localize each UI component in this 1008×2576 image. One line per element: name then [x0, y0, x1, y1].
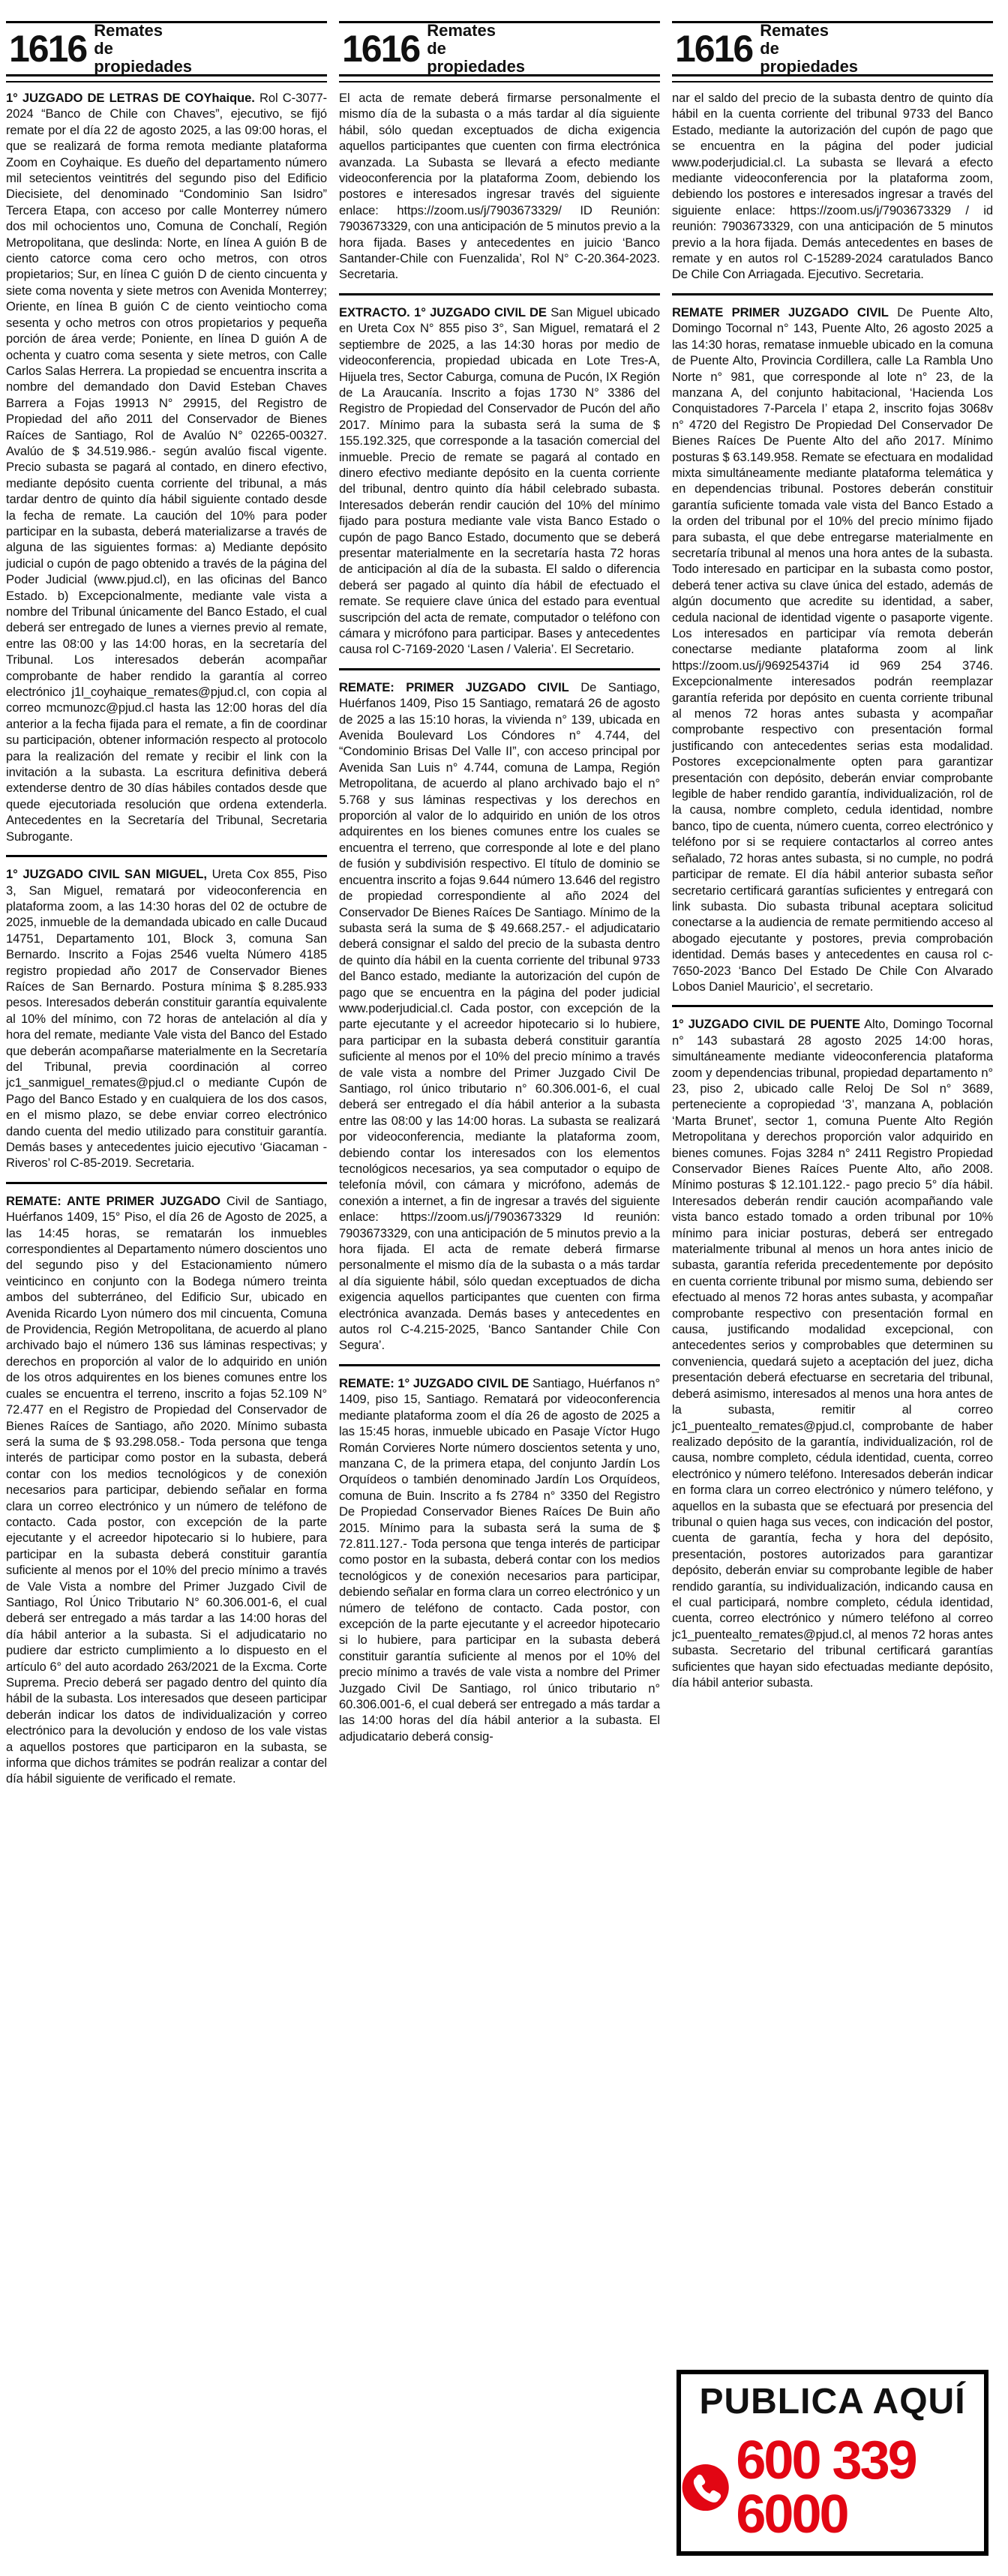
notice-text: nar el saldo del precio de la subasta dentro de quinto día hábil en la cuenta corriente del tribunal 9733 del Banco Estado, mediante la autorización del cupón de pago que se encuentra en la página del poder judicial www.poderjudicial.cl. La subasta se llevará a efecto mediante videoconferencia por la plataforma zoom, debiendo los postores e interesados ingresar a través del siguiente enlace: https://zoom.us/j/7903673329 / id reunión: 7903673329, con una anticipación de 5 minutos previo a la hora fijada. Demás antecedentes en bases de remate y en autos rol C-15289-2024 caratulados Banco De Chile Con Arriagada. Ejecutivo. Secretaria. — [672, 91, 993, 282]
section-header — [339, 21, 660, 76]
notice-title: REMATE: ANTE PRIMER JUZGADO — [6, 1193, 220, 1208]
notice-text: Ureta Cox 855, Piso 3, San Miguel, rematará por videoconferencia en plataforma zoom, a las 14:30 horas del 02 de octubre de 2025, inmueble de la demandada ubicado en calle Ducaud 14751, Departamento 101, Block 3, comuna San Bernardo. Inscrito a Fojas 2546 vuelta Número 4185 registro propiedad año 2017 de Conservador Bienes Raíces de San Bernardo. Postura mínima $ 8.285.933 pesos. Interesados deberán constituir garantía equivalente al 10% del mínimo, con 72 horas de antelación al día y hora del remate, mediante Vale vista del Banco del Estado que deberán acompañarse materialmente en la Secretaría del Tribunal, previa coordinación al correo jc1_sanmiguel_remates@pjud.cl o mediante Cupón de Pago del Banco Estado y en cualquiera de los dos casos, en el mismo plazo, se debe enviar correo electrónico dando cuenta del medio utilizado para constituir garantía. Demás bases y antecedentes juicio ejecutivo ‘Giacaman - Riveros’ rol C-85-2019. Secretaria. — [6, 867, 328, 1171]
column-1 — [6, 21, 327, 1787]
notice — [6, 90, 327, 844]
notice-text: San Miguel ubicado en Ureta Cox N° 855 piso 3°, San Miguel, rematará el 2 septiembre de 2025, a las 14:30 horas por medio de videoconferencia, propiedad ubicada en Lote Tres-A, Hijuela tres, Sector Caburga, comuna de Pucón, IX Región de La Araucanía. Inscrito a fojas 1730 N° 3386 del Registro de Propiedad del Conservador de Pucón del año 2017. Mínimo para la subasta será la suma de $ 155.192.325, que corresponde a la tasación comercial del inmueble. Precio de remate se pagará al contado en dinero efectivo mediante depósito en la cuenta corriente del tribunal, dentro quinto día hábil celebrado subasta. Interesados deberán rendir caución del 10% del mínimo fijado para postura mediante vale vista Banco Estado o cupón de pago Banco Estado, documento que se deberá presentar materialmente en la secretaría hasta 72 horas de anticipación al día de la subasta. El saldo o diferencia deberá ser pagado al quinto día hábil de efectuado el remate. Se requiere clave única del estado para eventual suscripción del acta de remate, computador o teléfono con cámara y micrófono para participar. Bases y antecedentes causa rol C-7169-2020 ‘Lasen / Valeria’. El Secretario. — [339, 304, 660, 657]
ad-phone-row — [681, 2431, 984, 2545]
notice-separator — [339, 668, 660, 670]
notice — [672, 1016, 993, 1690]
notice-text: Civil de Santiago, Huérfanos 1409, 15° Piso, el día 26 de Agosto de 2025, a las 14:45 horas, se rematarán los inmuebles correspondientes al Departamento número doscientos uno del segundo piso y del Estacionamiento número veinticinco en conjunto con la Bodega número treinta ambos del subterráneo, del Edificio Sur, ubicado en Avenida Ricardo Lyon número dos mil cincuenta, Comuna de Providencia, Región Metropolitana, de acuerdo al plano archivado bajo el número 136 sus láminas respectivas; y derechos en proporción al valor de lo adquirido en unión de los otros adquirentes en los bienes comunes entre los cuales se encuentra el terreno, inscrito a fojas 52.109 N° 72.477 en el Registro de Propiedad del Conservador de Bienes Raíces de Santiago, año 2020. Mínimo subasta será la suma de $ 93.298.058.- Toda persona que tenga interés de participar como postor en la subasta, deberá contar con los medios tecnológicos y de conexión necesarios para participar, debiendo señalar en forma clara un correo electrónico y un número de teléfono de contacto. Cada postor, con excepción de la parte ejecutante y el acreedor hipotecario si lo hubiere, para participar en la subasta deberá constituir garantía suficiente al menos por el 10% del precio mínimo a través de Vale Vista a nombre del Primer Juzgado Civil de Santiago, Rol Único Tributario N° 60.306.001-6, el cual deberá ser entregado a más tardar a las 14:00 horas del día hábil anterior a la subasta. Si el adjudicatario no pudiere dar estricto cumplimiento a lo dispuesto en el artículo 6° del auto acordado 263/2021 de la Excma. Corte Suprema. Precio deberá ser pagado dentro del quinto día hábil de la subasta. Los interesados que deseen participar deberán indicar los datos de individualización y correo electrónico para la devolución y endoso de los vale vistas a aquellos postores que participaron en la subasta, se informa que dichos trámites se podrán realizar a contar del día hábil siguiente de verificado el remate. — [6, 1193, 327, 1786]
notice-text: Alto, Domingo Tocornal n° 143 subastará 28 agosto 2025 14:00 horas, simultáneamente mediante videoconferencia plataforma zoom y dependencias tribunal, propiedad departamento n° 23, piso 2, ubicado calle Reloj De Sol n° 3689, perteneciente a copropiedad ‘3’, manzana A, población ‘Marta Brunet’, sector 1, comuna Puente Alto Región Metropolitana y derechos proporción valor adquirido en bienes comunes. Fojas 3284 n° 2411 Registro Propiedad Conservador Bienes Raíces Puente Alto, año 2008. Mínimo posturas $ 12.101.122.- pago precio 5° día hábil. Interesados deberán rendir caución acompañando vale vista banco estado tomado a orden tribunal por 10% mínimo para iniciar posturas, deberá ser entregado materialmente tribunal al menos un hora antes inicio de subasta, garantía referida precedentemente por depósito en cuenta corriente tribunal por mismo suma, debiendo ser efectuado al menos 72 horas antes subasta, y acompañar comprobante respectivo con presentación formal en causa, justificando modalidad excepcional, con antecedentes serios y comprobables que determinen su conveniencia, quedará sujeto a aceptación del juez, dicha presentación deberá efectuarse en secretaria del tribunal, deberá asimismo, interesados al menos una hora antes de la subasta, remitir al correo jc1_puentealto_remates@pjud.cl, comprobante de haber realizado depósito de la garantía, individualización, rol de causa, nombre completo, cédula identidad, cuenta, correo electrónico y número teléfono. Interesados deberán indicar en forma clara un correo electrónico y número teléfono, y aquellos en la subasta que se efectuará por presencia del tribunal o quien haga sus veces, con indicación del postor, cuenta de garantía, fecha y hora del depósito, presentación, postores autorizados para garantizar depósito, deberán enviar su comprobante legible de haber rendido garantía, su individualización, indicando causa en el cual participará, nombre completo, cédula identidad, cuenta, correo electrónico y número teléfono al correo jc1_puentealto_remates@pjud.cl, al menos 72 horas antes subasta. Secretario del tribunal certificará garantías suficientes que hayan sido efectuadas mediante depósito, día hábil anterior subasta. — [672, 1017, 993, 1690]
advertisement-box[interactable] — [676, 2370, 988, 2556]
section-label: Remates de propiedades — [94, 21, 193, 76]
notice-title: 1° JUZGADO CIVIL SAN MIGUEL, — [6, 867, 207, 882]
header-rule — [672, 81, 993, 82]
section-label: Remates de propiedades — [760, 21, 859, 76]
notice-separator — [672, 293, 993, 295]
notice-text: De Santiago, Huérfanos 1409, Piso 15 Santiago, rematará 26 de agosto de 2025 a las 15:10 horas, la vivienda n° 139, ubicada en Avenida Boulevard Los Cóndores n° 4.744, del “Condominio Brisas Del Valle II”, con acceso principal por Avenida San Luis n° 4.744, comuna de Lampa, Región Metropolitana, de acuerdo al plano archivado bajo el n° 5.768 y sus láminas respectivas y los derechos en proporción al valor de lo adquirido en unión de los otros adquirentes en los bienes comunes entre los cuales se encuentra el terreno, que corresponde al lote e del plano de fusión y subdivisión respectivo. El título de dominio se encuentra inscrito a fojas 9.644 número 13.646 del registro de propiedad correspondiente al año 2024 del Conservador De Bienes Raíces De Santiago. Mínimo de la subasta será la suma de $ 49.668.257.- el adjudicatario deberá consignar el saldo del precio de la subasta dentro de quinto día hábil en la cuenta corriente del tribunal 9733 del Banco estado, mediante la autorización del cupón de pago que se encuentra en la página del poder judicial www.poderjudicial.cl. Cada postor, con excepción de la parte ejecutante y el acreedor hipotecario si lo hubiere, para participar en la subasta deberá constituir garantía suficiente al menos por el 10% del precio mínimo a través de vale vista a nombre del Primer Juzgado Civil De Santiago, rol único tributario n° 60.306.001-6, el cual deberá ser entregado el día hábil anterior a la subasta entre las 08:00 y las 14:00 horas. La subasta se realizará por videoconferencia, mediante la plataforma zoom, debiendo contar los interesados con los elementos tecnológicos necesarios, ya sea computador o equipo de telefonía móvil, con cámara y micrófono, además de conexión a internet, a fin de ingresar a través del siguiente enlace: https://zoom.us/j/7903673329 Id reunión: 7903673329, con una anticipación de 5 minutos previo a la hora fijada. El acta de remate deberá firmarse personalmente el mismo día de la subasta o a más tardar al día siguiente hábil, sólo quedan exceptuados de dicha exigencia aquellos participantes que cuenten con firma electrónica avanzada. Demás bases y antecedentes en autos rol C-4.215-2025, ‘Banco Santander Chile Con Segura’. — [339, 679, 660, 1353]
notice — [6, 1193, 327, 1787]
notice-text: El acta de remate deberá firmarse personalmente el mismo día de la subasta o a más tardar al día siguiente hábil, sólo quedan exceptuados de dicha exigencia aquellos participantes que cuenten con firma electrónica avanzada. La Subasta se llevará a efecto mediante videoconferencia por la plataforma Zoom, debiendo los postores e interesados ingresar través del siguiente enlace: https://zoom.us/j/7903673329/ ID Reunión: 7903673329, con una anticipación de 5 minutos previo a la hora fijada. Bases y antecedentes en juicio ‘Banco Santander-Chile con Fuenzalida’, Rol N° C-20.364-2023. Secretaria. — [339, 91, 660, 282]
header-rule — [6, 81, 327, 82]
section-header — [672, 21, 993, 76]
column-2 — [339, 21, 660, 1744]
column-3 — [672, 21, 993, 1690]
notice-title: EXTRACTO. 1° JUZGADO CIVIL DE — [339, 304, 547, 319]
ad-phone-number: 600 339 6000 — [736, 2431, 916, 2545]
notice-title: REMATE: 1° JUZGADO CIVIL DE — [339, 1375, 530, 1390]
notice-separator — [6, 1182, 327, 1184]
section-number: 1616 — [342, 28, 420, 70]
notice — [339, 90, 660, 283]
notice-text: Rol C-3077-2024 “Banco de Chile con Chaves”, ejecutivo, se fijó remate por el día 22 de agosto 2025, a las 09:00 horas, el que se realizará de forma remota mediante plataforma Zoom en Coyhaique. Es dueño del departamento número mil setecientos veintitrés del segundo piso del Edificio Diecisiete, del denominado “Condominio San Isidro” Tercera Etapa, con acceso por calle Monterrey número dos mil ochocientos uno, Comuna de Conchalí, Región Metropolitana, que deslinda: Norte, en línea A guión B de ciento catorce coma cero ocho metros, con otros propietarios; Sur, en línea C guión D de ciento cincuenta y siete coma noventa y siete metros con Avenida Monterrey; Oriente, en línea B guión C de ciento veintiocho coma sesenta y ocho metros con otros propietarios y pequeña porción de área verde; Poniente, en línea D guión A de ochenta y cuatro coma sesenta y siete metros, con Calle Carlos Salas Herrera. La propiedad se encuentra inscrita a nombre del demandado don David Esteban Chaves Barrera a Fojas 19913 N° 29915, del Registro de Propiedad del año 2011 del Conservador de Bienes Raíces de Santiago, Rol de Avalúo N° 02265-00327. Avalúo de $ 34.519.986.- según avalúo fiscal vigente. Precio subasta se pagará al contado, en dinero efectivo, mediante depósito cuenta corriente del tribunal, a más tardar dentro de quinto día hábil siguiente contado desde la fecha de remate. La caución del 10% para poder participar en la subasta, deberá materializarse a través de alguna de las siguientes formas: a) Mediante depósito judicial o cupón de pago obtenido a través de la página del Poder Judicial (www.pjud.cl), en las oficinas del Banco Estado. b) Excepcionalmente, mediante vale vista a nombre del Tribunal únicamente del Banco Estado, el cual deberá ser entregado de lunes a viernes previo al remate, entre las 08:00 y las 14:00 horas, en la secretaría del Tribunal. Los interesados deberán acompañar comprobante de haber rendido la garantía al correo electrónico j1l_coyhaique_remates@pjud.cl, con copia al correo mcmunozc@pjud.cl hasta las 12:00 horas del día anterior a la fecha fijada para el remate, a fin de coordinar su participación, obtener información respecto al protocolo para la realización del remate y recibir el link con la invitación a la subasta. La escritura definitiva deberá extenderse dentro de 30 días hábiles contados desde que quede ejecutoriada resolución que ordena extenderla. Antecedentes en la Secretaría del Tribunal, Secretaria Subrogante. — [6, 91, 328, 844]
notice — [672, 90, 993, 283]
notice-separator — [672, 1005, 993, 1007]
header-rule — [339, 81, 660, 82]
notice-separator — [6, 855, 327, 857]
notice — [6, 866, 327, 1171]
notice — [339, 1375, 660, 1744]
notice — [339, 304, 660, 658]
phone-icon — [681, 2458, 730, 2518]
notice-title: 1° JUZGADO CIVIL DE PUENTE — [672, 1017, 861, 1032]
notice — [672, 304, 993, 994]
notice-title: 1° JUZGADO DE LETRAS DE COYhaique. — [6, 91, 255, 105]
notice-text: Santiago, Huérfanos n° 1409, piso 15, Santiago. Rematará por videoconferencia mediante plataforma zoom el día 26 de agosto de 2025 a las 15:45 horas, inmueble ubicado en Pasaje Víctor Hugo Román Corvieres Norte número doscientos setenta y uno, manzana C, de la primera etapa, del conjunto Jardín Los Orquídeos o también denominado Jardín Los Orquídeos, comuna de Buin. Inscrito a fs 2784 n° 3350 del Registro De Propiedad Conservador Bienes Raíces De Buin año 2015. Mínimo para la subasta será la suma de $ 72.811.127.- Toda persona que tenga interés de participar como postor en la subasta, deberá contar con los medios tecnológicos y de conexión necesarios para participar, debiendo señalar en forma clara un correo electrónico y un número de teléfono de contacto. Cada postor, con excepción de la parte ejecutante y el acreedor hipotecario si lo hubiere, para participar en la subasta deberá constituir garantía suficiente al menos por el 10% del precio mínimo a través de vale vista a nombre del Primer Juzgado Civil De Santiago, rol único tributario n° 60.306.001-6, el cual deberá ser entregado a más tardar a las 14:00 horas del día hábil anterior a la subasta. El adjudicatario deberá consig- — [339, 1375, 660, 1744]
notice-separator — [339, 293, 660, 295]
notice-title: REMATE: PRIMER JUZGADO CIVIL — [339, 679, 569, 694]
section-header — [6, 21, 327, 76]
section-number: 1616 — [675, 28, 753, 70]
notice — [339, 679, 660, 1354]
section-label: Remates de propiedades — [427, 21, 526, 76]
notice-text: De Puente Alto, Domingo Tocornal n° 143, Puente Alto, 26 agosto 2025 a las 14:30 horas, rematase inmueble ubicado en la comuna de Puente Alto, Provincia Cordillera, calle La Rambla Uno Norte n° 981, que corresponde al lote n° 23, de la manzana A, del conjunto habitacional, ‘Hacienda Los Conquistadores 7-Parcela I’ etapa 2, inscrito fojas 3068v n° 4720 del Registro De Propiedad Del Conservador De Bienes Raíces De Puente Alto del año 2017. Mínimo posturas $ 63.149.958. Remate se efectuara en modalidad mixta simultáneamente mediante plataforma telemática y en dependencias tribunal. Postores deberán constituir garantía suficiente tomada vale vista del Banco Estado a la orden del tribunal por el 10% del precio mínimo fijado para subasta, el que debe entregarse materialmente en secretaría tribunal al menos una hora antes de la subasta. Todo interesado en participar en la subasta como postor, deberá tener activa su clave única del estado, además de algún documento que acredite su identidad, a saber, cedula nacional de identidad vigente o pasaporte vigente. Los interesados en participar vía remota deberán conectarse mediante plataforma zoom al link https://zoom.us/j/96925437i4 id 969 254 3746. Excepcionalmente interesados podrán reemplazar garantía referida por depósito en cuenta corriente tribunal al menos 72 horas antes subasta y acompañar comprobante respectivo con presentación formal justificando con antecedentes serias esta modalidad. Postores excepcionalmente opten para garantizar presentación con depósito, deberán enviar comprobante legible de haber rendido garantía, individualización, rol de la causa, nombre completo, cedula identidad, nombre banco, tipo de cuenta, número cuenta, correo electrónico y teléfono por si se requiere contactarlos al correo antes señalado, 72 horas antes subasta, si no cumple, no podrá participar de remate. El día hábil anterior subasta señor secretario certificará garantías suficientes y entregará con link subasta. Dio subasta tribunal aceptara solicitud conectarse a la audiencia de remate permitiendo acceso al abogado ejecutante y postores, previa comprobación identidad. Demás bases y antecedentes en causa rol c-7650-2023 ‘Banco Del Estado De Chile Con Alvarado Lobos Daniel Mauricio’, el secretario. — [672, 304, 993, 994]
notice-separator — [339, 1364, 660, 1366]
notice-title: REMATE PRIMER JUZGADO CIVIL — [672, 304, 889, 319]
ad-title: PUBLICA AQUÍ — [699, 2382, 966, 2422]
section-number: 1616 — [9, 28, 87, 70]
